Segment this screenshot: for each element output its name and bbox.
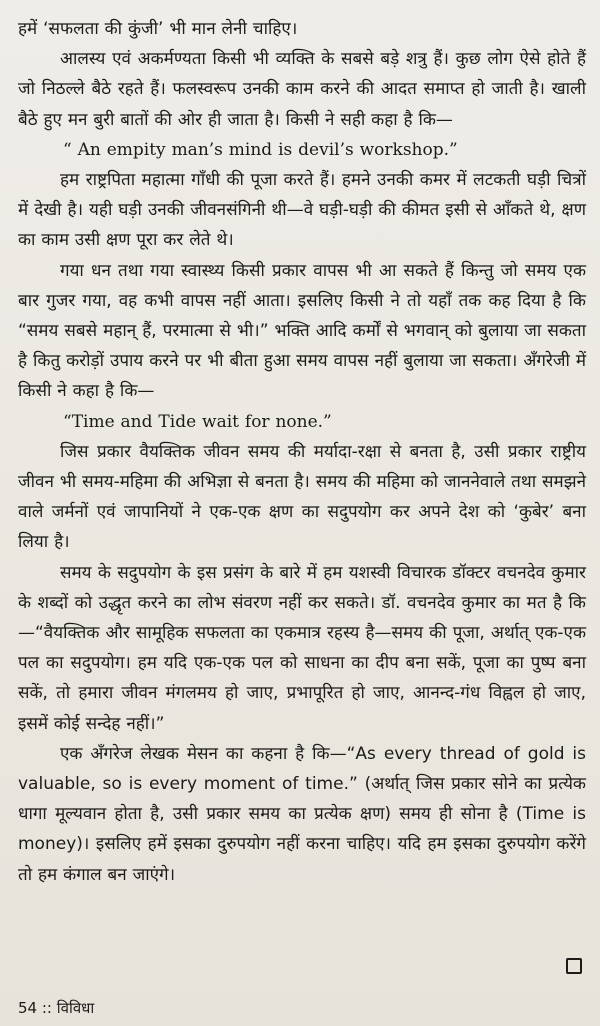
paragraph-3: हम राष्ट्रपिता महात्मा गाँधी की पूजा करते हैं। हमने उनकी कमर में लटकती घड़ी चित्रों में देखी है। यही घड़ी उनकी जीवनसंगिनी थी—वे घड़ी-घड़ी की कीमत इसी से आँकते थे, क्षण का काम उसी क्षण पूरा कर लेते थे। — [18, 170, 586, 251]
paragraph-5: जिस प्रकार वैयक्तिक जीवन समय की मर्यादा-रक्षा से बनता है, उसी प्रकार राष्ट्रीय जीवन भी समय-महिमा की अभिज्ञा से बनता है। समय की महिमा को जाननेवाले तथा समझने वाले जर्मनों एवं जापानियों ने एक-एक क्षण का सदुपयोग कर अपने देश को ‘कुबेर’ बना लिया है। — [18, 441, 586, 553]
quote-english-2: “Time and Tide wait for none.” — [63, 411, 332, 432]
paragraph-7: एक अँगरेज लेखक मेसन का कहना है कि—“As every thread of gold is valuable, so is every moment of time.” (अर्थात् जिस प्रकार सोने का प्रत्येक धागा मूल्यवान होता है, उसी प्रकार समय का प्रत्येक क्षण) समय ही सोना है (Time is money)। इसलिए हमें इसका दुरुपयोग नहीं करना चाहिए। यदि हम इसका दुरुपयोग करेंगे तो हम कंगाल बन जाएंगे। — [18, 743, 586, 885]
paragraph-1: हमें ‘सफलता की कुंजी’ भी मान लेनी चाहिए। — [18, 19, 298, 39]
end-of-section-icon — [566, 958, 582, 974]
quote-english-1: “ An empity man’s mind is devil’s workshop.” — [63, 139, 458, 160]
paragraph-6: समय के सदुपयोग के इस प्रसंग के बारे में हम यशस्वी विचारक डॉक्टर वचनदेव कुमार के शब्दों को उद्धृत करने का लोभ संवरण नहीं कर सकते। डॉ. वचनदेव कुमार का मत है कि—“वैयक्तिक और सामूहिक सफलता का एकमात्र रहस्य है—समय की पूजा, अर्थात् एक-एक पल का सदुपयोग। हम यदि एक-एक पल को साधना का दीप बना सकें, पूजा का पुष्प बना सकें, तो हमारा जीवन मंगलमय हो जाए, प्रभापूरित हो जाए, आनन्द-गंध विह्वल हो जाए, इसमें कोई सन्देह नहीं।” — [18, 562, 586, 734]
page-footer: 54 :: विविधा — [18, 999, 95, 1017]
paragraph-4: गया धन तथा गया स्वास्थ्य किसी प्रकार वापस भी आ सकते हैं किन्तु जो समय एक बार गुजर गया, वह कभी वापस नहीं आता। इसलिए किसी ने तो यहाँ तक कह दिया है कि “समय सबसे महान् हैं, परमात्मा से भी।” भक्ति आदि कर्मों से भगवान् को बुलाया जा सकता है कितु करोड़ों उपाय करने पर भी बीता हुआ समय वापस नहीं बुलाया जा सकता। अँगरेजी में किसी ने कहा है कि— — [18, 260, 586, 402]
body-text — [18, 14, 586, 890]
paragraph-2: आलस्य एवं अकर्मण्यता किसी भी व्यक्ति के सबसे बड़े शत्रु हैं। कुछ लोग ऐसे होते हैं जो निठल्ले बैठे रहते हैं। फलस्वरूप उनकी काम करने की आदत समाप्त हो जाती है। खाली बैठे हुए मन बुरी बातों की ओर ही जाता है। किसी ने सही कहा है कि— — [18, 49, 586, 130]
